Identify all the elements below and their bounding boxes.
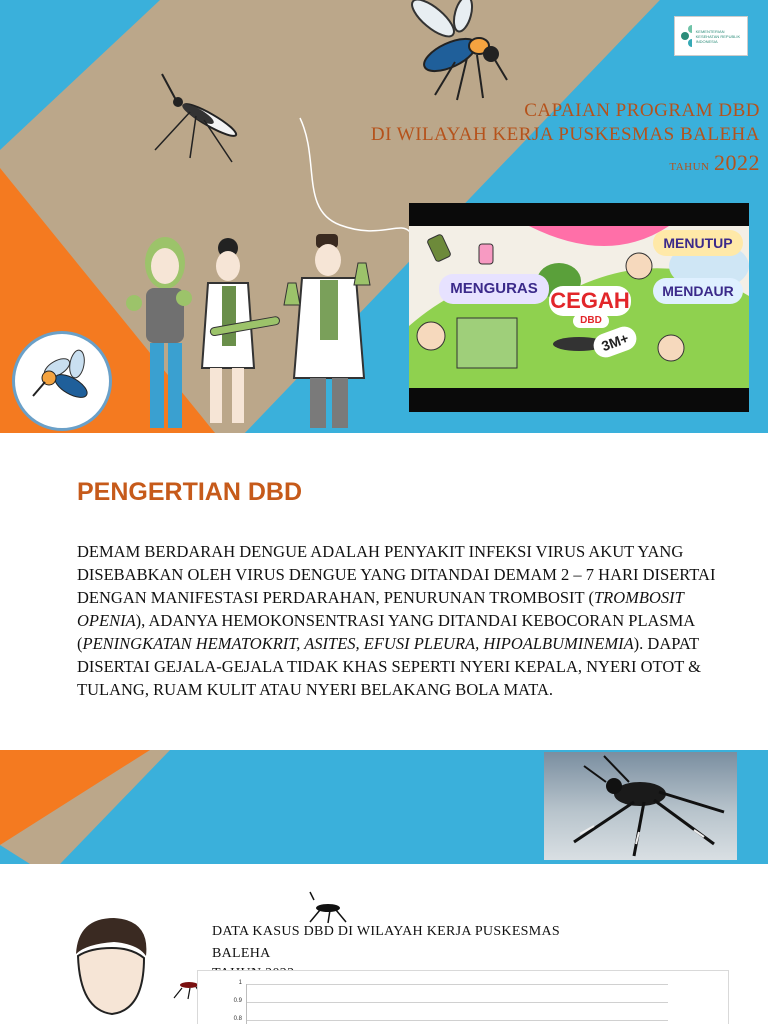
poster-label-cegah: CEGAH — [549, 286, 631, 316]
presentation-title-line1: CAPAIAN PROGRAM DBD — [524, 100, 760, 121]
y-tick-label: 0.9 — [233, 998, 242, 1004]
ministry-logo-icon — [679, 23, 692, 49]
mosquito-photo-image — [544, 752, 737, 860]
y-axis-line — [246, 984, 247, 1024]
presentation-title-line2: DI WILAYAH KERJA PUSKESMAS BALEHA — [370, 124, 760, 145]
chart-frame — [197, 970, 729, 1024]
mosquito-illustration-large — [405, 0, 515, 110]
gridline — [246, 1020, 668, 1021]
mosquito-icon — [306, 890, 350, 924]
mosquito-illustration-small — [150, 70, 250, 165]
definition-text-2: ), ADANYA HEMOKONSENTRASI YANG DITANDAI KEBOCORAN PLASMA ( — [77, 611, 695, 653]
title-slide — [0, 0, 768, 433]
definition-italic-2: PENINGKATAN HEMATOKRIT, ASITES, EFUSI PLEURA, HIPOALBUMINEMIA — [82, 634, 634, 653]
definition-italic-1: TROMBOSIT OPENIA — [77, 588, 684, 630]
poster-label-menutup: MENUTUP — [653, 230, 743, 256]
gridline — [246, 984, 668, 985]
gridline — [246, 1002, 668, 1003]
presentation-year — [669, 150, 760, 176]
year-value: 2022 — [714, 150, 760, 175]
y-tick-label: 0.8 — [233, 1016, 242, 1022]
poster-label-3m: 3M+ — [590, 323, 640, 361]
chart-title-line1: DATA KASUS DBD DI WILAYAH KERJA PUSKESMAS — [212, 924, 561, 939]
definition-slide — [0, 448, 768, 750]
definition-paragraph — [77, 540, 717, 701]
poster-artwork — [409, 226, 749, 388]
poster-label-menguras: MENGURAS — [439, 274, 549, 304]
ministry-logo — [674, 16, 748, 56]
year-prefix: TAHUN — [669, 161, 710, 173]
ministry-logo-text: KEMENTERIAN KESEHATAN REPUBLIK INDONESIA — [695, 28, 741, 44]
mosquito-badge — [12, 331, 112, 431]
person-illustration — [66, 914, 156, 1024]
mosquito-badge-icon — [15, 334, 109, 428]
chart-title-line2: BALEHA — [212, 946, 271, 961]
definition-text-3: ). DAPAT DISERTAI GEJALA-GEJALA TIDAK KHAS SEPERTI NYERI KEPALA, NYERI OTOT & TULANG, RUAM KULIT ATAU NYERI BELAKANG BOLA MATA. — [77, 634, 701, 699]
poster-label-mendaur: MENDAUR — [653, 278, 743, 304]
definition-heading: PENGERTIAN DBD — [77, 478, 303, 506]
cegah-dbd-poster — [409, 203, 749, 412]
poster-label-dbd: DBD — [573, 314, 609, 328]
mosquito-photo — [544, 752, 737, 860]
definition-text-1: DEMAM BERDARAH DENGUE ADALAH PENYAKIT INFEKSI VIRUS AKUT YANG DISEBABKAN OLEH VIRUS DENGUE YANG DITANDAI DEMAM 2 – 7 HARI DISERTAI DENGAN MANIFESTASI PERDARAHAN, PENURUNAN TROMBOSIT ( — [77, 542, 716, 607]
scientists-illustration — [120, 228, 390, 433]
data-slide — [0, 866, 768, 1024]
y-tick-label: 1 — [238, 980, 242, 986]
